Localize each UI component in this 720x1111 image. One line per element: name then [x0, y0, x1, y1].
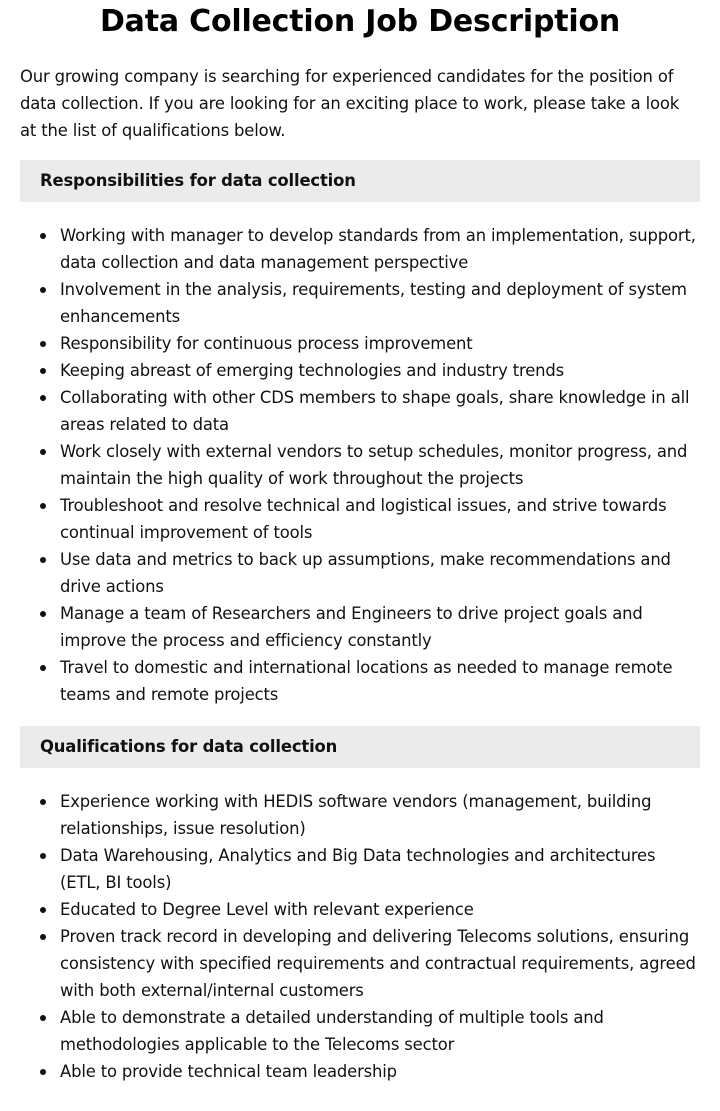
- intro-paragraph: Our growing company is searching for experienced candidates for the position of data collection. If you are looking for an exciting place to work, please take a look at the list of qualifications below.: [20, 67, 680, 140]
- list-item-text: Able to demonstrate a detailed understanding of multiple tools and methodologies applicable to the Telecoms sector: [60, 1008, 604, 1054]
- list-item: [20, 1004, 700, 1058]
- qualifications-section: [20, 726, 700, 1085]
- bullet-icon: [40, 934, 46, 940]
- list-item: [20, 788, 700, 842]
- responsibilities-header: Responsibilities for data collection: [20, 160, 700, 202]
- list-item: [20, 330, 700, 357]
- bullet-icon: [40, 907, 46, 913]
- list-item-text: Work closely with external vendors to setup schedules, monitor progress, and maintain the high quality of work throughout the projects: [60, 442, 688, 488]
- bullet-icon: [40, 557, 46, 563]
- bullet-icon: [40, 233, 46, 239]
- list-item-text: Collaborating with other CDS members to shape goals, share knowledge in all areas related to data: [60, 388, 690, 434]
- list-item: [20, 492, 700, 546]
- list-item-text: Travel to domestic and international locations as needed to manage remote teams and remote projects: [60, 658, 673, 704]
- list-item-text: Manage a team of Researchers and Engineers to drive project goals and improve the process and efficiency constantly: [60, 604, 643, 650]
- bullet-icon: [40, 1015, 46, 1021]
- list-item-text: Educated to Degree Level with relevant experience: [60, 900, 474, 919]
- list-item: [20, 276, 700, 330]
- list-item: [20, 896, 700, 923]
- list-item-text: Troubleshoot and resolve technical and logistical issues, and strive towards continual improvement of tools: [60, 496, 667, 542]
- list-item: [20, 600, 700, 654]
- bullet-icon: [40, 503, 46, 509]
- bullet-icon: [40, 449, 46, 455]
- list-item: [20, 357, 700, 384]
- bullet-icon: [40, 368, 46, 374]
- list-item-text: Experience working with HEDIS software vendors (management, building relationships, issue resolution): [60, 792, 652, 838]
- list-item-text: Use data and metrics to back up assumptions, make recommendations and drive actions: [60, 550, 671, 596]
- list-item-text: Responsibility for continuous process improvement: [60, 334, 473, 353]
- list-item: [20, 923, 700, 1004]
- bullet-icon: [40, 287, 46, 293]
- list-item: [20, 842, 700, 896]
- bullet-icon: [40, 1069, 46, 1075]
- bullet-icon: [40, 395, 46, 401]
- list-item: [20, 546, 700, 600]
- list-item-text: Able to provide technical team leadership: [60, 1062, 397, 1081]
- bullet-icon: [40, 853, 46, 859]
- list-item: [20, 654, 700, 708]
- bullet-icon: [40, 799, 46, 805]
- bullet-icon: [40, 341, 46, 347]
- list-item: [20, 1058, 700, 1085]
- list-item-text: Proven track record in developing and delivering Telecoms solutions, ensuring consistency with specified requirements and contractual requirements, agreed with both external/internal customers: [60, 927, 696, 1000]
- list-item-text: Involvement in the analysis, requirements, testing and deployment of system enhancements: [60, 280, 687, 326]
- list-item-text: Keeping abreast of emerging technologies and industry trends: [60, 361, 565, 380]
- responsibilities-section: [20, 160, 700, 708]
- list-item-text: Working with manager to develop standards from an implementation, support, data collection and data management perspective: [60, 226, 696, 272]
- list-item: [20, 222, 700, 276]
- qualifications-list: [20, 788, 700, 1085]
- list-item: [20, 384, 700, 438]
- list-item: [20, 438, 700, 492]
- responsibilities-list: [20, 222, 700, 708]
- page-title: Data Collection Job Description: [99, 4, 621, 39]
- bullet-icon: [40, 665, 46, 671]
- list-item-text: Data Warehousing, Analytics and Big Data technologies and architectures (ETL, BI tools): [60, 846, 656, 892]
- qualifications-header: Qualifications for data collection: [20, 726, 700, 768]
- bullet-icon: [40, 611, 46, 617]
